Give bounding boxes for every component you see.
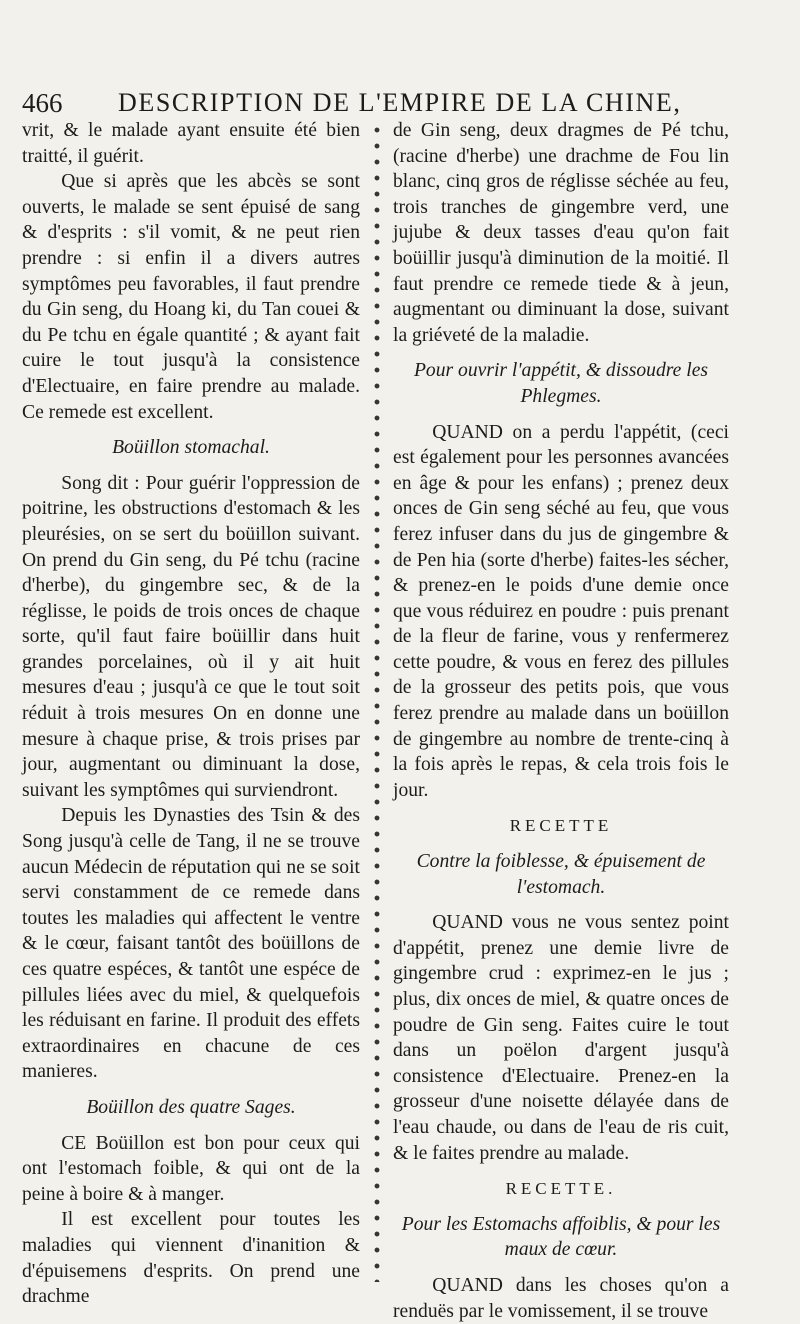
ornamental-column-divider — [370, 122, 384, 1282]
page-header — [0, 88, 800, 122]
paragraph: Song dit : Pour guérir l'oppression de poitrine, les obstructions d'estomach & les pleurésies, on se sert du boüillon suivant. On prend du Gin seng, du Pé tchu (racine d'herbe), du gingembre sec, & de la réglisse, le poids de trois onces de chaque sorte, qu'il faut faire boüillir dans huit grandes porcelaines, où il y ait huit mesures d'eau ; jusqu'à ce que le tout soit réduit à trois mesures On en donne une mesure à chaque prise, & trois prises par jour, augmentant ou diminuant la dose, suivant les symptômes qui surviendront. — [22, 472, 360, 801]
section-heading: Contre la foiblesse, & épuisement de l'estomach. — [416, 851, 706, 898]
paragraph: de Gin seng, deux dragmes de Pé tchu, (racine d'herbe) une drachme de Fou lin blanc, cinq gros de réglisse séchée au feu, trois tranches de gingembre verd, une jujube & deux tasses d'eau qu'on fait boüillir jusqu'à diminution de la moitié. Il faut prendre ce remede tiede & à jeun, augmentant ou diminuant la dose, suivant la griéveté de la maladie. — [393, 120, 729, 346]
section-heading: Pour ouvrir l'appétit, & dissoudre les Phlegmes. — [413, 360, 709, 407]
paragraph: QUAND on a perdu l'appétit, (ceci est également pour les personnes avancées en âge & pour les enfans) ; prenez deux onces de Gin seng séché au feu, que vous ferez infuser dans du jus de gingembre & de Pen hia (sorte d'herbe) faites-les sécher, & prenez-en le poids d'une demie once que vous réduirez en poudre : puis prenant de la fleur de farine, vous y renfermerez cette poudre, & vous en ferez des pillules de la grosseur des petits pois, que vous ferez prendre au malade dans un boüillon de gingembre au nombre de trente-cinq à la fois après le repas, & cela trois fois le jour. — [393, 421, 729, 801]
right-column — [393, 118, 729, 1324]
section-heading: Boüillon stomachal. — [112, 437, 270, 459]
paragraph: QUAND vous ne vous sentez point d'appétit, prenez une demie livre de gingembre crud : exprimez-en le jus ; plus, dix onces de miel, & quatre onces de poudre de Gin seng. Faites cuire le tout dans un poëlon d'argent jusqu'à consistence d'Electuaire. Prenez-en la grosseur d'une noisette délayée dans de l'eau chaude, ou dans de l'eau de ris cuit, & le faites prendre au malade. — [393, 912, 729, 1164]
paragraph: Depuis les Dynasties des Tsin & des Song jusqu'à celle de Tang, il ne se trouve aucun Médecin de réputation qui ne se soit servi constamment de ce remede dans toutes les maladies qui affectent le ventre & le cœur, faisant tantôt des boüillons de ces quatre espéces, & tantôt une espéce de pillules liées avec du miel, & quelquefois les réduisant en farine. Il produit des effets extraordinaires en chacune de ces manieres. — [22, 805, 360, 1083]
left-column — [22, 118, 360, 1310]
paragraph: Que si après que les abcès se sont ouverts, le malade se sent épuisé de sang & d'esprits : s'il vomit, & ne peut rien prendre : si enfin il a divers autres symptômes peu favorables, il faut prendre du Gin seng, du Hoang ki, du Tan couei & du Pe tchu en égale quantité ; & ayant fait cuire le tout jusqu'à la consistence d'Electuaire, en faire prendre au malade. Ce remede est excellent. — [22, 171, 360, 423]
paragraph: Il est excellent pour toutes les maladies qui viennent d'inanition & d'épuisemens d'esprits. On prend une drachme — [22, 1209, 360, 1308]
recipe-heading: RECETTE — [509, 816, 613, 836]
running-title: DESCRIPTION DE L'EMPIRE DE LA CHINE, — [118, 88, 682, 117]
section-heading: Pour les Estomachs affoiblis, & pour les maux de cœur. — [401, 1213, 721, 1261]
paragraph: vrit, & le malade ayant ensuite été bien traitté, il guérit. — [22, 120, 360, 167]
recipe-heading: RECETTE. — [505, 1179, 617, 1199]
page-number: 466 — [22, 88, 63, 118]
section-heading: Boüillon des quatre Sages. — [86, 1096, 296, 1118]
paragraph: QUAND dans les choses qu'on a renduës par le vomissement, il se trouve — [393, 1274, 729, 1322]
paragraph: CE Boüillon est bon pour ceux qui ont l'estomach foible, & qui ont de la peine à boire & à manger. — [22, 1132, 360, 1205]
